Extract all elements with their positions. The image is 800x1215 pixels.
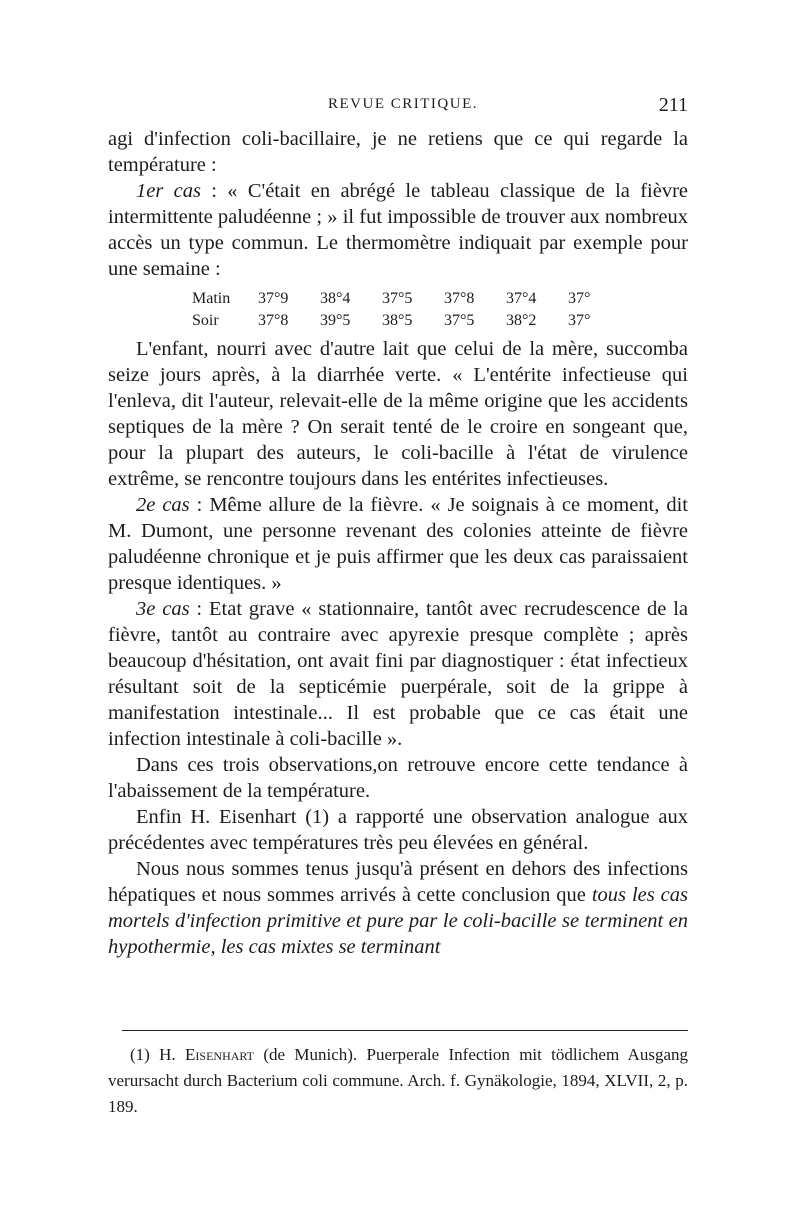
table-cell: 37°4 <box>506 290 537 307</box>
conclusion-lead: Nous nous sommes tenus jusqu'à présent en dehors des infections hépatiques et nous sommes arrivés à cette conclusion que <box>108 858 688 906</box>
paragraph-case-1 <box>108 178 688 282</box>
paragraph-eisenhart: Enfin H. Eisenhart (1) a rapporté une observation analogue aux précédentes avec températures très peu élevées en général. <box>108 806 688 854</box>
conclusion-italic: tous les cas mortels d'infection primitive et pure par le coli-bacille se terminent en hypothermie, les cas mixtes se terminant <box>108 884 688 958</box>
paragraph-continuation: agi d'infection coli-bacillaire, je ne retiens que ce qui regarde la température : <box>108 128 688 176</box>
case-label-3: 3e cas <box>136 598 190 620</box>
case-3-text: : Etat grave « stationnaire, tantôt avec recrudescence de la fièvre, tantôt au contraire avec apyrexie presque complète ; après beaucoup d'hésitation, ont avait fini par diagnostiquer : état infectieux résultant soit de la septicémie puerpérale, soit de la grippe à manifestation intestinale... Il est probable que ce cas était une infection intestinale à coli-bacille ». <box>108 598 688 750</box>
paragraph-observations: Dans ces trois observations,on retrouve encore cette tendance à l'abaissement de la température. <box>108 754 688 802</box>
table-cell: 37°9 <box>258 290 289 307</box>
page-header <box>108 96 688 126</box>
footnote <box>108 1042 688 1120</box>
table-cell: 38°5 <box>382 312 413 329</box>
footnote-author: Eisenhart <box>185 1045 255 1064</box>
footnote-rule <box>122 1030 688 1031</box>
table-row-evening <box>192 310 598 332</box>
row-label: Soir <box>192 312 219 329</box>
footnote-marker: (1) H. <box>130 1045 186 1064</box>
page-number: 211 <box>658 94 688 116</box>
table-cell: 37° <box>568 312 591 329</box>
table-cell: 39°5 <box>320 312 351 329</box>
paragraph-case-3 <box>108 596 688 752</box>
table-cell: 37° <box>568 290 591 307</box>
case-1-text: : « C'était en abrégé le tableau classique de la fièvre intermittente paludéenne ; » il fut impossible de trouver aux nombreux accès un type commun. Le thermomètre indiquait par exemple pour une semaine : <box>108 180 688 280</box>
footnote-text <box>108 1042 688 1120</box>
main-text <box>108 126 688 960</box>
running-head: REVUE CRITIQUE. <box>328 96 478 112</box>
paragraph-case-2 <box>108 492 688 596</box>
table-row-morning <box>192 288 598 310</box>
table-cell: 37°8 <box>258 312 289 329</box>
case-label-2: 2e cas <box>136 494 190 516</box>
table-cell: 38°2 <box>506 312 537 329</box>
table-cell: 37°5 <box>382 290 413 307</box>
row-label: Matin <box>192 290 231 307</box>
paragraph-conclusion <box>108 856 688 960</box>
paragraph-infant: L'enfant, nourri avec d'autre lait que celui de la mère, succomba seize jours après, à la diarrhée verte. « L'entérite infectieuse qui l'enleva, dit l'auteur, relevait-elle de la même origine que les accidents septiques de la mère ? On serait tenté de le croire en songeant que, pour la plupart des auteurs, le coli-bacille à l'état de virulence extrême, se rencontre toujours dans les entérites infectieuses. <box>108 338 688 490</box>
case-2-text: : Même allure de la fièvre. « Je soignais à ce moment, dit M. Dumont, une personne revenant des colonies atteinte de fièvre paludéenne chronique et je puis affirmer que les deux cas paraissaient presque identiques. » <box>108 494 688 594</box>
case-label-1: 1er cas <box>136 180 201 202</box>
table-cell: 38°4 <box>320 290 351 307</box>
footnote-citation: (de Munich). Puerperale Infection mit tödlichem Ausgang verursacht durch Bacterium coli commune. Arch. f. Gynäkologie, 1894, XLVII, 2, p. 189. <box>108 1045 688 1116</box>
table-cell: 37°5 <box>444 312 475 329</box>
table-cell: 37°8 <box>444 290 475 307</box>
temperature-table <box>192 288 598 332</box>
